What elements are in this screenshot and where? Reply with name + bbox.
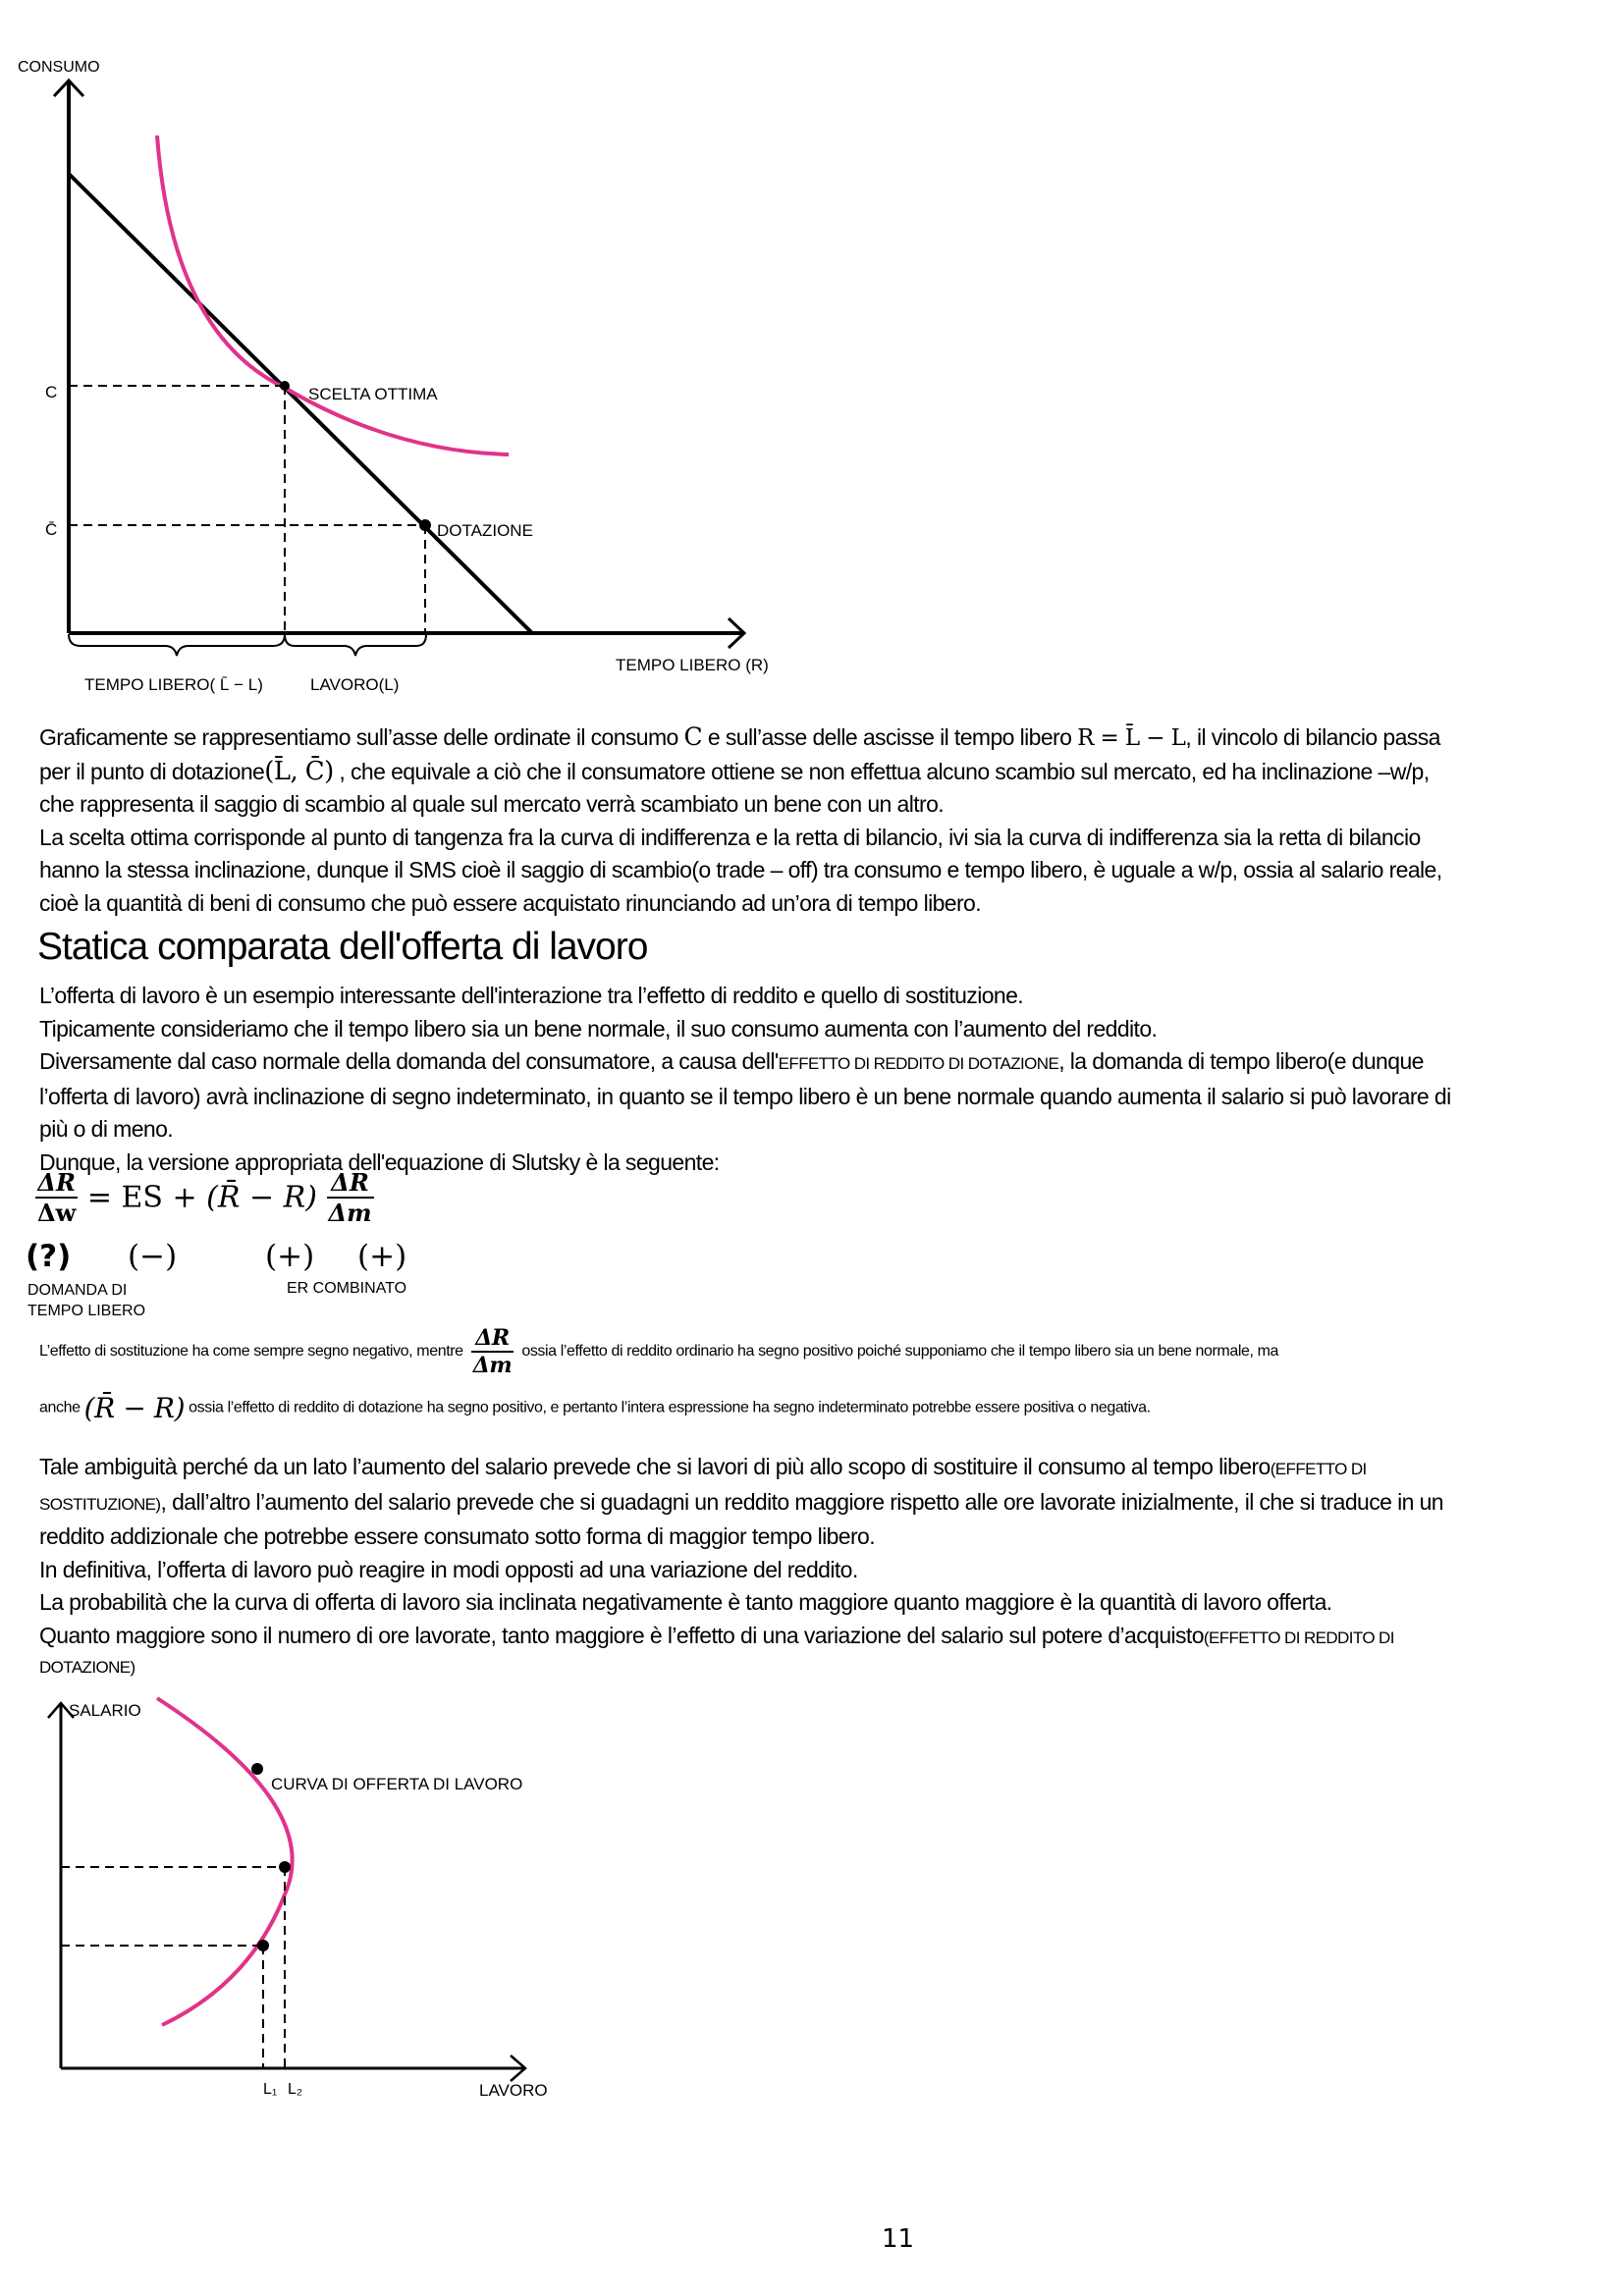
optimum-point <box>280 381 290 391</box>
note-line-2: anche (R̄ − R) ossia l’effetto di reddito di dotazione ha segno positivo, e pertanto l’intera espressione ha segno indeterminato potrebbe essere positiva o negativa. <box>39 1392 1151 1424</box>
section-heading: Statica comparata dell'offerta di lavoro <box>37 926 648 968</box>
slutsky-equation <box>35 1168 374 1227</box>
page-number: 11 <box>882 2224 915 2254</box>
paragraph-budget-constraint: Graficamente se rappresentiamo sull’asse delle ordinate il consumo C e sull’asse delle ascisse il tempo libero R = L̄ − L, il vincolo di bilancio passa per il punto di dotazione(L̄, C̄) , che equivale a ciò che il consumatore ottiene se non effettua alcuno scambio sul mercato, ed ha inclinazione –w/p, che rappresenta il saggio di scambio al quale sul mercato verrà scambiato un bene con un altro. La scelta ottima corrisponde al punto di tangenza fra la curva di indifferenza e la retta di bilancio, ivi sia la curva di indifferenza sia la retta di bilancio hanno la stessa inclinazione, dunque il SMS cioè il saggio di scambio(o trade – off) tra consumo e tempo libero, è uguale a w/p, ossia al salario reale, cioè la quantità di beni di consumo che può essere acquistato rinunciando ad un’ora di tempo libero. <box>39 722 1442 916</box>
brace-leisure <box>69 634 285 656</box>
graph-labor-supply <box>0 1669 589 2120</box>
y-axis-2-label: SALARIO <box>69 1701 141 1720</box>
optimum-label: SCELTA OTTIMA <box>308 385 438 403</box>
note-line-1: L’effetto di sostituzione ha come sempre segno negativo, mentre $\frac{\Delta R}{\Delta m}$ ossia l’effetto di reddito ordinario ha segno positivo poiché supponiamo che il tempo libero sia un bene normale, ma <box>39 1325 1279 1378</box>
sign-3: (+) <box>265 1239 315 1274</box>
budget-line <box>69 174 532 633</box>
l1-label: L₁ <box>263 2081 278 2098</box>
paragraph-ambiguity: Tale ambiguità perché da un lato l’aumento del salario prevede che si lavori di più allo scopo di sostituire il consumo al tempo libero(EFFETTO DI SOSTITUZIONE), dall’altro l’aumento del salario prevede che si guadagni un reddito maggiore rispetto alle ore lavorate inizialmente, il che si traduce in un reddito addizionale che potrebbe essere consumato sotto forma di maggior tempo libero. In definitiva, l’offerta di lavoro può reagire in modi opposti ad una variazione del reddito. La probabilità che la curva di offerta di lavoro sia inclinata negativamente è tanto maggiore quanto maggiore è la quantità di lavoro offerta. Quanto maggiore sono il numero di ore lavorate, tanto maggiore è l’effetto di una variazione del salario sul potere d’acquisto(EFFETTO DI REDDITO DI DOTAZIONE) <box>39 1454 1443 1677</box>
under-label-demand: DOMANDA DI TEMPO LIBERO <box>27 1282 146 1319</box>
labor-supply-curve <box>157 1698 293 2025</box>
rhs-numerator: ΔR <box>327 1168 374 1199</box>
sign-4: (+) <box>357 1239 407 1274</box>
l2-label: L₂ <box>288 2081 303 2098</box>
brace-labor <box>285 634 426 656</box>
point-top <box>251 1763 263 1775</box>
endowment-point <box>419 519 431 531</box>
equation-term: (R̄ − R) <box>206 1180 317 1215</box>
y-axis-label: CONSUMO <box>18 59 100 76</box>
lhs-numerator: ΔR <box>35 1168 78 1199</box>
lhs-denominator: Δw <box>37 1199 77 1227</box>
point-l1 <box>257 1940 269 1951</box>
label-c-bar: C̄ <box>45 520 58 539</box>
sign-2: (−) <box>128 1239 178 1274</box>
point-l2 <box>279 1861 291 1873</box>
equation-middle: = ES + <box>86 1180 207 1215</box>
paragraph-labor-supply: L’offerta di lavoro è un esempio interessante dell'interazione tra l’effetto di reddito e quello di sostituzione. Tipicamente consideriamo che il tempo libero sia un bene normale, il suo consumo aumenta con l’aumento del reddito. Diversamente dal caso normale della domanda del consumatore, a causa dell'EFFETTO DI REDDITO DI DOTAZIONE, la domanda di tempo libero(e dunque l’offerta di lavoro) avrà inclinazione di segno indeterminato, in quanto se il tempo libero è un bene normale quando aumenta il salario si può lavorare di più o di meno. Dunque, la versione appropriata dell'equazione di Slutsky è la seguente: <box>39 983 1451 1175</box>
curve-label: CURVA DI OFFERTA DI LAVORO <box>271 1775 523 1793</box>
indifference-curve <box>157 135 509 454</box>
brace-labor-label: LAVORO(L) <box>310 675 400 694</box>
label-c: C <box>45 383 58 401</box>
graph-leisure-consumption <box>0 49 805 717</box>
brace-leisure-label: TEMPO LIBERO( L̄ − L) <box>84 675 263 694</box>
rhs-denominator: Δm <box>328 1199 372 1227</box>
sign-1: (?) <box>26 1239 72 1274</box>
endowment-label: DOTAZIONE <box>437 521 533 540</box>
x-axis-label: TEMPO LIBERO (R) <box>616 656 769 674</box>
x-axis-2-label: LAVORO <box>479 2081 548 2100</box>
under-label-er: ER COMBINATO <box>287 1280 407 1297</box>
